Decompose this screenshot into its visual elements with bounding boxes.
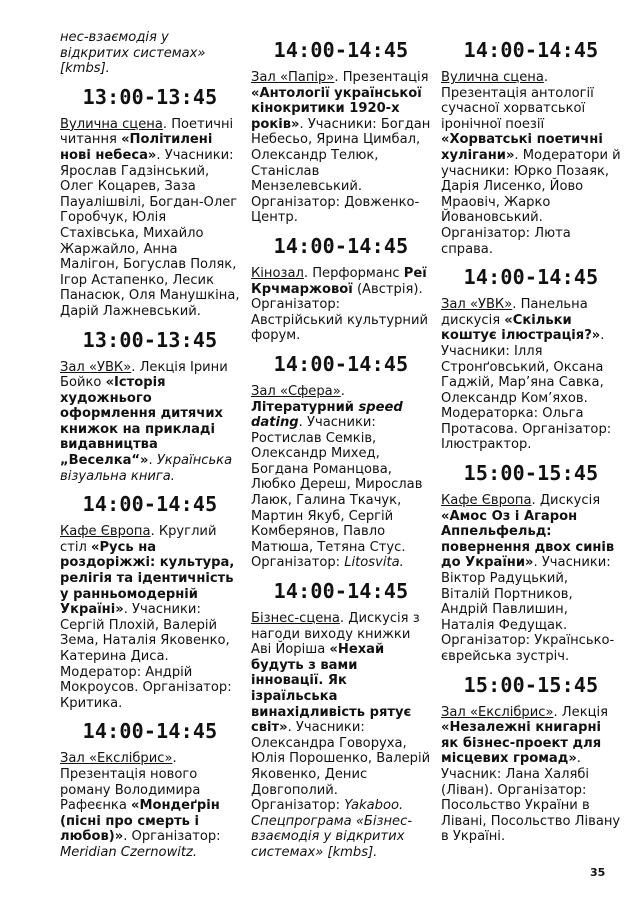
event-type: Лекція Ірини Бойко (60, 359, 228, 391)
venue-link[interactable]: Кафе Європа (441, 493, 532, 509)
separator: . (512, 297, 521, 313)
time-slot-heading: 13:00-13:45 (82, 327, 218, 352)
event-title: «Історія художнього оформлення дитячих книжок на прикладі видавництва „Веселка“» (60, 375, 223, 469)
event-details: . Учасники: Богдан Небесьо, Ярина Цимбал, Олександр Телюк, Станіслав Мензелевський. Організатор: Довженко-Центр. (251, 116, 431, 226)
separator: . (339, 611, 349, 627)
event-title: «Антології української кінокритики 1920-х років» (251, 85, 422, 132)
time-slot-heading: 13:00-13:45 (82, 84, 218, 109)
event-organizer-italic: Meridian Czernowitz. (60, 844, 198, 860)
event-entry (251, 70, 431, 226)
column-1 (60, 30, 240, 861)
event-title: «Амос Оз і Агарон Аппельфельд: повернення двох синів до України» (441, 508, 615, 571)
venue-link[interactable]: Зал «Екслібрис» (441, 704, 554, 720)
separator: . (553, 704, 562, 720)
column-2 (251, 30, 431, 861)
separator: . (172, 751, 177, 767)
event-entry (441, 493, 621, 665)
event-title: «Мондеґрін (пісні про смерть і любов)» (60, 798, 220, 845)
event-entry (251, 611, 431, 861)
venue-link[interactable]: Зал «УВК» (60, 359, 132, 375)
column-3 (441, 30, 621, 845)
venue-link[interactable]: Вулична сцена (60, 116, 163, 132)
page-number: 35 (590, 866, 606, 879)
venue-link[interactable]: Вулична сцена (441, 70, 544, 85)
event-entry (60, 524, 240, 711)
event-entry (251, 266, 431, 344)
time-slot-heading: 15:00-15:45 (463, 672, 599, 697)
event-title: Літературний (251, 399, 359, 415)
event-entry (60, 751, 240, 860)
event-title: «Хорватські поетичні хулігани» (441, 132, 603, 163)
event-details: . Учасник: Лана Халябі (Ліван). Організатор: Посольство України в Лівані, Посольство Лівану в Україні. (441, 751, 621, 845)
time-slot-heading: 14:00-14:45 (82, 492, 218, 517)
event-details: . Модератори й учасники: Юрко Позаяк, Дарія Лисенко, Йово Мраовіч, Жарко Йовановський. Організатор: Люта справа. (441, 147, 621, 257)
venue-link[interactable]: Кінозал (251, 265, 304, 281)
separator: . (543, 70, 549, 85)
event-type: Презентація (342, 70, 429, 85)
time-slot-heading: 14:00-14:45 (273, 351, 409, 376)
time-slot-heading: 14:00-14:45 (273, 579, 409, 604)
event-title-italic: speed dating (251, 399, 403, 431)
event-type: Перформанс (312, 265, 404, 281)
venue-link[interactable]: Зал «УВК» (441, 297, 513, 313)
separator: . (131, 359, 140, 375)
venue-link[interactable]: Кафе Європа (60, 524, 151, 540)
event-details: (Австрія). Організатор: Австрійський культурний форум. (251, 281, 428, 344)
event-details: . Учасники: Ярослав Гадзінський, Олег Коцарев, Заза Пауалішвілі, Богдан-Олег Горобчук, Юлія Стахівська, Михайло Жаржайло, Анна Малігон, Богуслав Поляк, Ігор Астапенко, Лесик Панасюк, Оля Манушкіна, Дарій Лажневський. (60, 147, 240, 319)
event-entry (441, 297, 621, 453)
separator: . (162, 116, 172, 132)
event-details: . Учасники: Олександра Говоруха, Юлія Порошенко, Валерій Яковенко, Денис Довгополий. Організатор: (251, 720, 431, 814)
event-entry (60, 360, 240, 485)
separator: . (334, 70, 343, 85)
time-slot-heading: 14:00-14:45 (463, 38, 599, 62)
event-type: Дискусія (539, 493, 601, 509)
venue-link[interactable]: Зал «Папір» (251, 70, 335, 85)
event-entry (251, 384, 431, 571)
venue-link[interactable]: Зал «Сфера» (251, 383, 341, 399)
time-slot-heading: 14:00-14:45 (273, 38, 409, 62)
event-entry (441, 70, 621, 257)
event-type: Круглий стіл (60, 524, 217, 555)
event-title: «Політилені нові небеса» (60, 132, 213, 163)
event-title: «Нехай будуть з вами інновації. Як ізраїльська винахідливість рятує світ» (251, 642, 412, 736)
venue-link[interactable]: Бізнес-сцена (251, 611, 340, 627)
event-details: . Учасники: Віктор Радуцький, Віталій Портников, Андрій Павлишин, Наталія Федущак. Організатор: Українсько-єврейська зустріч. (441, 555, 615, 664)
event-type: Презентація антології сучасної хорватської іронічної поезії (441, 85, 594, 132)
event-details: . Учасники: Ілля Стронґовський, Оксана Гаджій, Мар’яна Савка, Олександр Ком’яхов. Модераторка: Ольга Протасова. Організатор: Ілюстрактор. (441, 328, 612, 453)
event-details: . Учасники: Ростислав Семків, Олександр Михед, Богдана Романцова, Любко Дереш, Мирослав Лаюк, Галина Ткачук, Мартин Якуб, Сергій Комберянов, Павло Матюша, Тетяна Стус. Організатор: (251, 415, 423, 571)
event-title: «Русь на роздоріжжі: культура, релігія та ідентичність у ранньомодерній Україні» (60, 539, 235, 618)
event-title: «Скільки коштує ілюстрація?» (441, 312, 601, 344)
event-title: «Незалежні книгарні як бізнес-проект для місцевих громад» (441, 720, 602, 767)
venue-link[interactable]: Зал «Екслібрис» (60, 751, 173, 767)
event-details: . (148, 453, 157, 469)
event-type: Панельна дискусія (441, 297, 588, 328)
time-slot-heading: 14:00-14:45 (273, 233, 409, 258)
event-type: Поетичні читання (60, 116, 234, 148)
separator: . (150, 524, 159, 540)
event-organizer-italic: Yakaboo. Спецпрограма «Бізнес-взаємодія у відкритих системах» [kmbs]. (251, 798, 413, 860)
event-entry (441, 705, 621, 845)
time-slot-heading: 14:00-14:45 (463, 265, 599, 290)
event-details: . Учасники: Сергій Плохій, Валерій Зема, Наталія Яковенко, Катерина Диса. Модератор: Андрій Мокроусов. Організатор: Критика. (60, 602, 232, 711)
time-slot-heading: 14:00-14:45 (82, 719, 218, 744)
event-title: Реї Крчмаржової (251, 265, 427, 297)
event-organizer-italic: Українська візуальна книга. (60, 453, 233, 484)
event-type: Лекція (561, 704, 609, 720)
separator: . (340, 383, 345, 399)
time-slot-heading: 15:00-15:45 (463, 461, 599, 486)
event-type: Презентація нового роману Володимира Рафеєнка (60, 766, 201, 814)
separator: . (531, 493, 540, 509)
event-entry (60, 117, 240, 320)
event-type: Дискусія з нагоди виходу книжки Аві Йоріша (251, 611, 420, 658)
separator: . (303, 265, 313, 281)
continued-text: нес-взаємодія у відкритих системах» [kmbs]. (60, 30, 206, 77)
event-organizer-italic: Litosvita. (344, 555, 404, 571)
event-details: . Організатор: (123, 829, 221, 845)
